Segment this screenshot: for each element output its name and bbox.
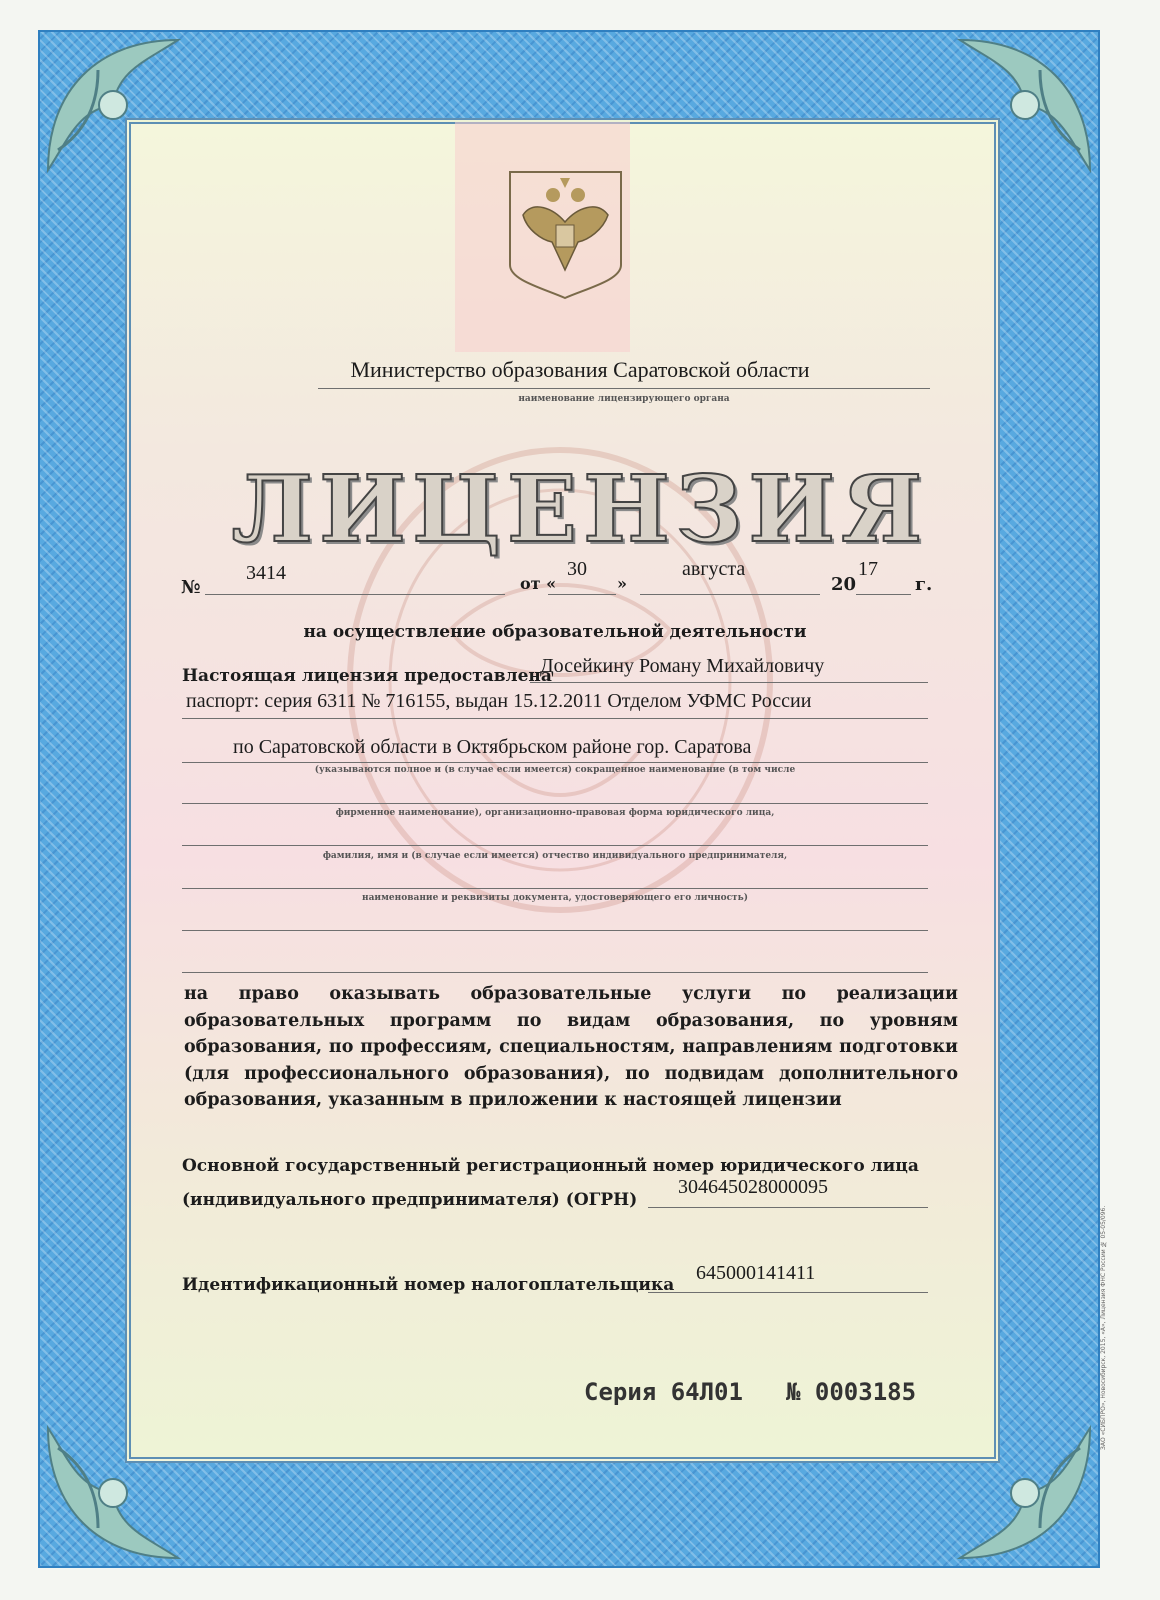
blank-number: № 0003185: [786, 1378, 917, 1406]
corner-ornament-icon: [950, 1418, 1100, 1568]
year-prefix: 20: [831, 574, 857, 595]
blank-series: Серия 64Л01: [584, 1378, 743, 1406]
underline: [205, 594, 505, 595]
underline: [530, 682, 928, 683]
underline: [182, 930, 928, 931]
underline: [318, 388, 930, 389]
printer-imprint: ЗАО «СИБПРО», Новосибирск, 2015, «А», Лицензия ФНС России № 05-05/096.: [1100, 1205, 1107, 1450]
ogrn-label-line-2: (индивидуального предпринимателя) (ОГРН): [182, 1190, 638, 1210]
underline: [856, 594, 911, 595]
underline: [640, 594, 820, 595]
license-scope-text: на право оказывать образовательные услуги по реализации образовательных программ по видам образования, по уровням образования, по профессиям, специальностям, направлениям подготовки (для профессионального образования), по подвидам дополнительного образования, указанным в приложении к настоящей лицензии: [184, 984, 958, 1110]
grantee-caption: фамилия, имя и (в случае если имеется) отчество индивидуального предпринимателя,: [322, 851, 788, 861]
number-label: №: [181, 577, 201, 598]
grantee-label: Настоящая лицензия предоставлена: [182, 666, 552, 686]
passport-line-2: по Саратовской области в Октябрьском районе гор. Саратова: [233, 736, 752, 758]
underline: [648, 1207, 928, 1208]
grantee-name: Досейкину Роману Михайловичу: [540, 655, 825, 677]
year-suffix: 17: [858, 558, 878, 580]
authority-caption: наименование лицензирующего органа: [518, 394, 730, 404]
date-from-label: от «: [520, 574, 557, 593]
grantee-caption: фирменное наименование), организационно-правовая форма юридического лица,: [335, 808, 775, 818]
underline: [182, 803, 928, 804]
grantee-caption: (указываются полное и (в случае если имеется) сокращенное наименование (в том числе: [314, 765, 796, 775]
corner-ornament-icon: [38, 30, 188, 180]
underline: [182, 762, 928, 763]
inn-value: 645000141411: [696, 1262, 816, 1284]
underline: [182, 888, 928, 889]
license-purpose: на осуществление образовательной деятельности: [303, 622, 807, 642]
underline: [182, 972, 928, 973]
document-title: ЛИЦЕНЗИЯ: [231, 455, 929, 563]
date-close-quote: »: [617, 574, 627, 593]
date-month: августа: [682, 558, 746, 580]
passport-line-1: паспорт: серия 6311 № 716155, выдан 15.12.2011 Отделом УФМС России: [186, 690, 812, 712]
ogrn-label-line-1: Основной государственный регистрационный номер юридического лица: [182, 1156, 919, 1176]
corner-ornament-icon: [950, 30, 1100, 180]
coat-of-arms-icon: [508, 170, 623, 300]
underline: [182, 718, 928, 719]
underline: [648, 1292, 928, 1293]
ogrn-value: 304645028000095: [678, 1176, 828, 1198]
underline: [548, 594, 616, 595]
underline: [182, 845, 928, 846]
licensing-authority: Министерство образования Саратовской области: [350, 357, 810, 382]
license-number: 3414: [246, 562, 286, 584]
grantee-caption: наименование и реквизиты документа, удостоверяющего его личность): [362, 893, 748, 903]
year-label: г.: [915, 574, 933, 595]
date-day: 30: [567, 558, 587, 580]
inn-label: Идентификационный номер налогоплательщика: [182, 1275, 675, 1295]
corner-ornament-icon: [38, 1418, 188, 1568]
